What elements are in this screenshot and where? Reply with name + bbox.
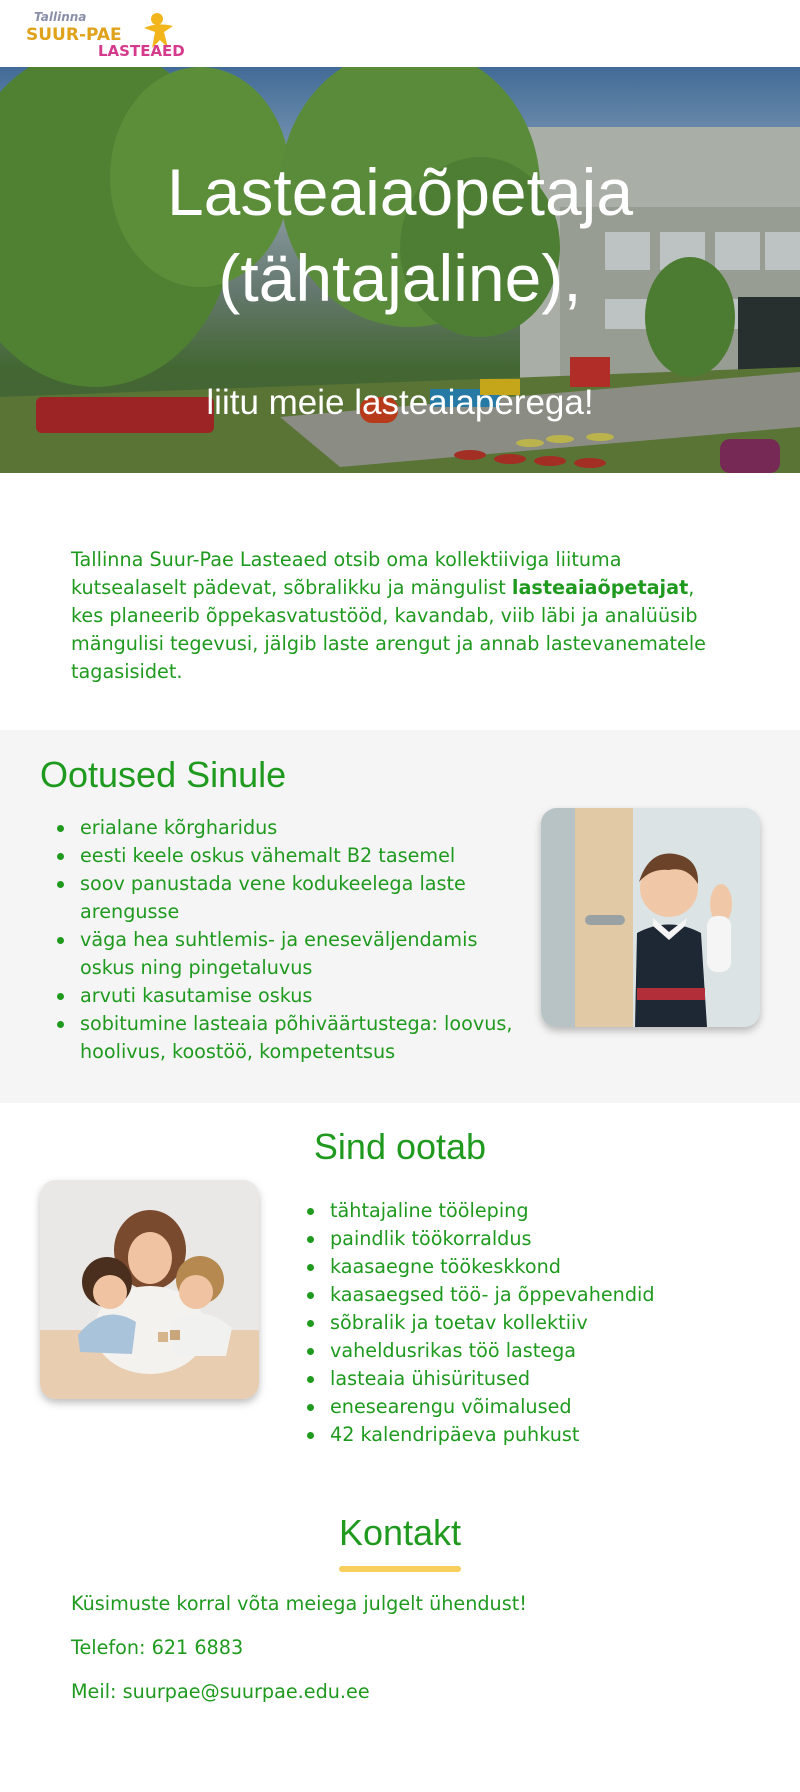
- list-item: sobitumine lasteaia põhiväärtustega: loovus, hoolivus, koostöö, kompetentsus: [40, 1010, 530, 1066]
- contact-invite-text: Küsimuste korral võta meiega julgelt ühendust!: [71, 1592, 527, 1615]
- intro-paragraph: [0, 473, 800, 730]
- ootused-list: [40, 814, 530, 1066]
- brand-line2: SUUR-PAE: [26, 25, 122, 45]
- list-item: erialane kõrgharidus: [40, 814, 530, 842]
- list-item: tähtajaline tööleping: [290, 1197, 710, 1225]
- intro-text-bold: lasteaiaõpetajat: [511, 576, 689, 599]
- list-item: väga hea suhtlemis- ja eneseväljendamis oskus ning pingetaluvus: [40, 926, 530, 982]
- sind-ootab-title: Sind ootab: [313, 1126, 487, 1167]
- hero-title-line1: Lasteaiaõpetaja: [166, 155, 634, 229]
- list-item: vaheldusrikas töö lastega: [290, 1337, 710, 1365]
- contact-phone[interactable]: Telefon: 621 6883: [71, 1636, 244, 1659]
- brand-logo[interactable]: [26, 8, 204, 60]
- intro-text-after: , kes planeerib õppekasvatustööd, kavandab, viib läbi ja analüüsib mängulisi tegevusi, jälgib laste arengut ja annab lastevanematele tagasisidet.: [71, 576, 706, 683]
- family-playing-photo: [40, 1180, 259, 1399]
- hero-banner: [0, 67, 800, 473]
- brand-line3: LASTEAED: [98, 42, 185, 60]
- ootused-title: Ootused Sinule: [40, 754, 287, 795]
- list-item: paindlik töökorraldus: [290, 1225, 710, 1253]
- list-item: kaasaegsed töö- ja õppevahendid: [290, 1281, 710, 1309]
- title-underline: [339, 1566, 461, 1572]
- kontakt-title: Kontakt: [338, 1512, 462, 1553]
- hero-title: [0, 149, 800, 321]
- list-item: sõbralik ja toetav kollektiiv: [290, 1309, 710, 1337]
- list-item: eesti keele oskus vähemalt B2 tasemel: [40, 842, 530, 870]
- list-item: 42 kalendripäeva puhkust: [290, 1421, 710, 1449]
- boy-waving-photo: [541, 808, 760, 1027]
- contact-email[interactable]: Meil: suurpae@suurpae.edu.ee: [71, 1680, 370, 1703]
- hero-subtitle: liitu meie lasteaiaperega!: [206, 383, 594, 422]
- list-item: soov panustada vene kodukeelega laste arengusse: [40, 870, 530, 926]
- list-item: kaasaegne töökeskkond: [290, 1253, 710, 1281]
- brand-line1: Tallinna: [34, 10, 87, 24]
- site-header: [0, 0, 800, 67]
- intro-text-before: Tallinna Suur-Pae Lasteaed otsib oma kollektiiviga liituma kutsealaselt pädevat, sõbralikku ja mängulist: [71, 548, 622, 599]
- sind-ootab-list: [290, 1197, 710, 1449]
- hero-title-line2: (tähtajaline),: [218, 241, 582, 315]
- sind-ootab-section: [0, 1103, 800, 1492]
- kontakt-section: [0, 1492, 800, 1792]
- list-item: arvuti kasutamise oskus: [40, 982, 530, 1010]
- list-item: lasteaia ühisüritused: [290, 1365, 710, 1393]
- ootused-section: [0, 730, 800, 1103]
- list-item: enesearengu võimalused: [290, 1393, 710, 1421]
